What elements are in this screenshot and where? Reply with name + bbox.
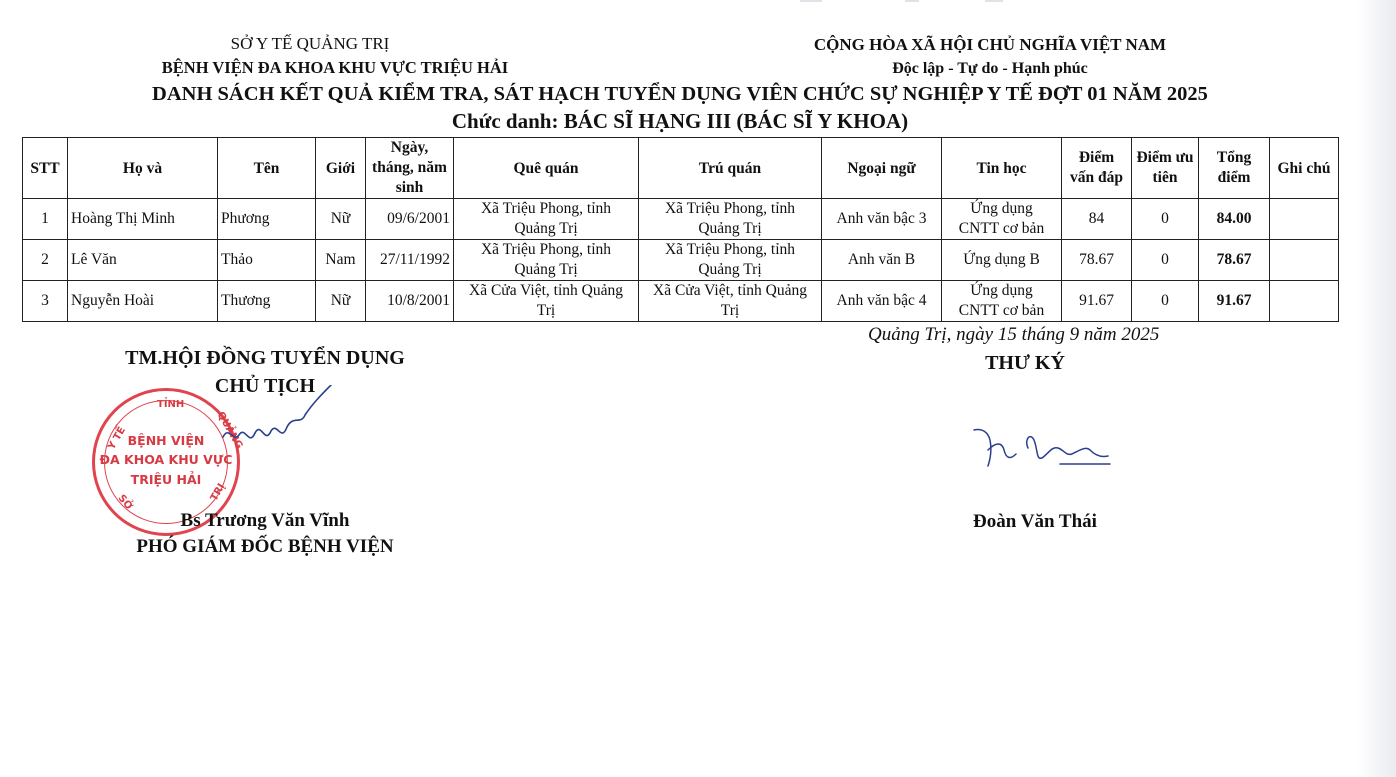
cell-tru-quan-line1: Xã Triệu Phong, tỉnh [664,241,796,258]
cell-que-quan-line1: Xã Triệu Phong, tỉnh [480,241,612,258]
header-ngay-sinh-line1: Ngày, [390,139,429,156]
cell-diem-uu-tien: 0 [1132,199,1199,240]
scan-mark [800,0,822,2]
cell-ngay-sinh: 27/11/1992 [366,240,454,281]
cell-gioi: Nữ [316,199,366,240]
document-subtitle: Chức danh: BÁC SĨ HẠNG III (BÁC SĨ Y KHOA) [451,109,909,133]
council-title: TM.HỘI ĐỒNG TUYỂN DỤNG [125,347,405,369]
table-header-row [23,138,1339,199]
header-que-quan: Quê quán [454,138,639,199]
results-table [22,137,1339,322]
cell-tin-hoc [942,199,1062,240]
header-ngoai-ngu: Ngoại ngữ [822,138,942,199]
cell-stt: 1 [23,199,68,240]
cell-que-quan-line1: Xã Cửa Việt, tỉnh Quảng [469,282,623,299]
cell-stt: 2 [23,240,68,281]
cell-tin-hoc-line2: CNTT cơ bản [958,220,1045,237]
header-ngay-sinh-line2: tháng, năm [372,159,447,176]
scan-edge-shadow [1356,0,1396,777]
table-row [23,281,1339,322]
stamp-ring-left: Y TẾ [106,425,129,452]
cell-que-quan [454,199,639,240]
cell-ten: Thương [218,281,316,322]
stamp-line2: ĐA KHOA KHU VỰC [99,452,233,467]
stamp-line3: TRIỆU HẢI [130,472,202,487]
cell-ngay-sinh: 09/6/2001 [366,199,454,240]
header-tin-hoc: Tin học [942,138,1062,199]
cell-tin-hoc-line1: Ứng dụng [970,200,1033,217]
stamp-ring-right: QUẢNG [214,410,245,451]
cell-tong-diem: 91.67 [1199,281,1270,322]
national-motto: Độc lập - Tự do - Hạnh phúc [892,60,1088,77]
cell-ngoai-ngu: Anh văn bậc 3 [822,199,942,240]
cell-diem-uu-tien: 0 [1132,281,1199,322]
cell-tin-hoc-line1: Ứng dụng [970,282,1033,299]
cell-tru-quan [639,199,822,240]
document-title: DANH SÁCH KẾT QUẢ KIỂM TRA, SÁT HẠCH TUYỂN DỤNG VIÊN CHỨC SỰ NGHIỆP Y TẾ ĐỢT 01 NĂM 2025 [152,83,1208,105]
scan-mark [985,0,1003,2]
cell-tru-quan-line2: Trị [720,302,740,319]
cell-tong-diem: 78.67 [1199,240,1270,281]
cell-diem-van-dap: 78.67 [1062,240,1132,281]
cell-que-quan-line2: Quảng Trị [514,220,578,237]
cell-que-quan [454,240,639,281]
table-row [23,240,1339,281]
cell-ho-va: Nguyễn Hoài [68,281,218,322]
cell-tru-quan [639,240,822,281]
header-diem-uu-tien-line2: tiên [1152,169,1178,186]
header-ngay-sinh [366,138,454,199]
cell-gioi: Nam [316,240,366,281]
cell-tru-quan-line2: Quảng Trị [698,261,762,278]
header-diem-van-dap-line1: Điểm [1078,149,1115,166]
chairman-signature [215,385,345,475]
cell-ngay-sinh: 10/8/2001 [366,281,454,322]
cell-que-quan-line2: Quảng Trị [514,261,578,278]
chairman-position: PHÓ GIÁM ĐỐC BỆNH VIỆN [136,536,394,557]
cell-ghi-chu [1270,281,1339,322]
cell-diem-van-dap: 84 [1062,199,1132,240]
scan-mark [905,0,919,2]
stamp-ring-bottom-left: SỞ [115,492,135,513]
cell-diem-van-dap: 91.67 [1062,281,1132,322]
cell-ho-va: Hoàng Thị Minh [68,199,218,240]
stamp-line1: BỆNH VIỆN [127,433,205,448]
cell-ghi-chu [1270,240,1339,281]
header-gioi: Giới [316,138,366,199]
cell-diem-uu-tien: 0 [1132,240,1199,281]
cell-tong-diem: 84.00 [1199,199,1270,240]
stamp-ring-top: TỈNH [157,399,185,410]
header-tong-diem [1199,138,1270,199]
cell-que-quan-line1: Xã Triệu Phong, tỉnh [480,200,612,217]
cell-tru-quan-line1: Xã Cửa Việt, tỉnh Quảng [653,282,807,299]
hospital-name: BỆNH VIỆN ĐA KHOA KHU VỰC TRIỆU HẢI [161,58,509,77]
national-title: CỘNG HÒA XÃ HỘI CHỦ NGHĨA VIỆT NAM [813,35,1167,54]
cell-ten: Thảo [218,240,316,281]
secretary-title: THƯ KÝ [985,352,1065,374]
cell-tru-quan-line2: Quảng Trị [698,220,762,237]
cell-tin-hoc: Ứng dụng B [942,240,1062,281]
cell-que-quan [454,281,639,322]
cell-ngoai-ngu: Anh văn B [822,240,942,281]
cell-que-quan-line2: Trị [536,302,556,319]
cell-tru-quan [639,281,822,322]
header-diem-van-dap-line2: vấn đáp [1070,169,1123,186]
cell-tin-hoc [942,281,1062,322]
cell-ngoai-ngu: Anh văn bậc 4 [822,281,942,322]
header-diem-uu-tien [1132,138,1199,199]
cell-gioi: Nữ [316,281,366,322]
stamp-ring-bottom-right: TRỊ [208,481,228,504]
cell-ghi-chu [1270,199,1339,240]
header-ho-va: Họ và [68,138,218,199]
department-name: SỞ Y TẾ QUẢNG TRỊ [230,34,390,53]
header-diem-uu-tien-line1: Điểm ưu [1136,149,1194,166]
cell-tru-quan-line1: Xã Triệu Phong, tỉnh [664,200,796,217]
cell-tin-hoc-line2: CNTT cơ bản [958,302,1045,319]
place-date: Quảng Trị, ngày 15 tháng 9 năm 2025 [868,324,1160,345]
header-tong-diem-line2: điểm [1217,169,1251,186]
chairman-name: Bs Trương Văn Vĩnh [180,510,350,531]
header-tong-diem-line1: Tổng [1216,149,1252,166]
header-ngay-sinh-line3: sinh [395,179,424,196]
secretary-name: Đoàn Văn Thái [973,511,1097,532]
cell-ho-va: Lê Văn [68,240,218,281]
cell-stt: 3 [23,281,68,322]
header-tru-quan: Trú quán [639,138,822,199]
table-row [23,199,1339,240]
cell-ten: Phương [218,199,316,240]
header-ten: Tên [218,138,316,199]
secretary-signature [968,420,1118,475]
header-diem-van-dap [1062,138,1132,199]
chairman-title: CHỦ TỊCH [214,375,316,397]
header-ghi-chu: Ghi chú [1270,138,1339,199]
header-stt: STT [23,138,68,199]
